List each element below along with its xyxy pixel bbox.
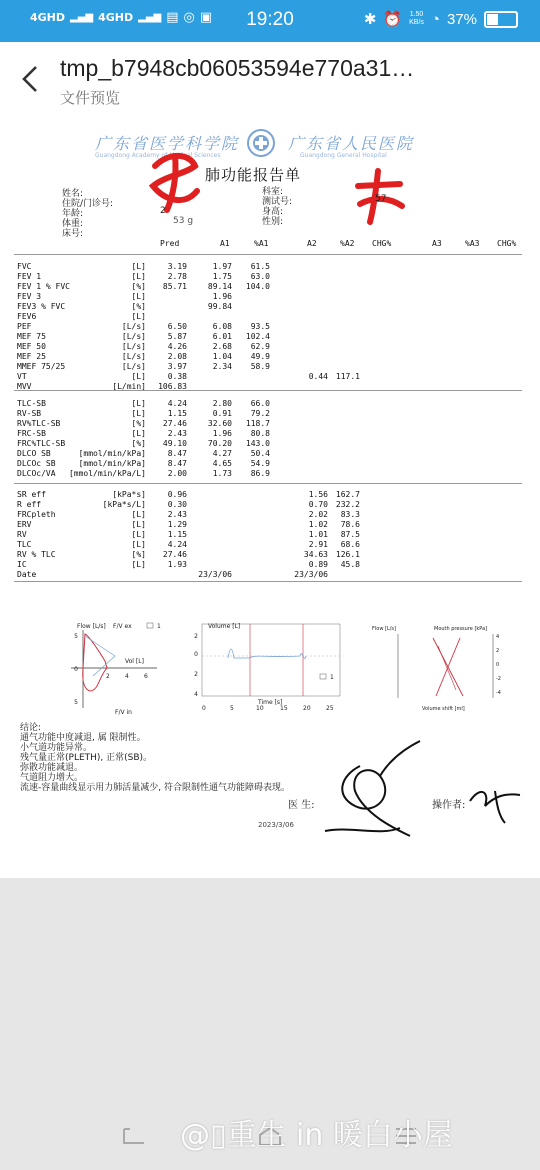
field-patient-id: 住院/门诊号: (62, 199, 114, 209)
field-weight: 体重: (62, 219, 84, 229)
cell-a1: 1.75 (212, 272, 232, 281)
field-age: 年龄: (62, 209, 84, 219)
cell-pred: 85.71 (162, 282, 187, 291)
cell-name: RV (17, 530, 27, 539)
cell-unit: [L/s] (121, 342, 146, 351)
chart1-xtick: 2 (106, 673, 110, 680)
chart2-ylabel: Volume [L] (208, 623, 241, 630)
operator-label: 操作者: (432, 800, 466, 811)
chart3-ytick: -4 (496, 690, 501, 696)
chart2-xtick: 5 (230, 705, 234, 712)
cell-unit: [%] (131, 419, 146, 428)
network-indicator-2: 4GHD (98, 11, 134, 24)
pleth-chart (368, 618, 508, 718)
chart1-xtick: 6 (144, 673, 148, 680)
conclusion-item: 弥散功能减退。 (20, 763, 84, 773)
cell-a2: 1.02 (308, 520, 328, 529)
cell-pred: 1.15 (167, 409, 187, 418)
divider (14, 581, 522, 582)
cell-pa1: 54.9 (250, 459, 270, 468)
conclusion-item: 小气道功能异常。 (20, 743, 93, 753)
cell-pa1: 143.0 (245, 439, 270, 448)
cell-pa2: 162.7 (335, 490, 360, 499)
chart2-ytick: 2 (194, 671, 198, 678)
age-value: 2 (160, 206, 166, 216)
conclusion-item: 通气功能中度减退, 属 限制性。 (20, 733, 146, 743)
table-row (0, 550, 540, 560)
cell-name: FRCpleth (17, 510, 56, 519)
chart1-inspiratory-curve (83, 668, 107, 691)
divider (14, 390, 522, 391)
table-row (0, 292, 540, 302)
chart2-frame (202, 624, 340, 696)
operator-signature (465, 781, 525, 826)
cell-name: DLCOc/VA (17, 469, 56, 478)
chart1-legend-box (147, 623, 153, 628)
cell-name: ERV (17, 520, 32, 529)
battery-percent: 37% (446, 10, 477, 28)
cell-unit: [L] (131, 429, 146, 438)
hospital-logo-left-en: Guangdong Academy of Medical Sciences (95, 152, 221, 159)
col-header-a1: A1 (220, 239, 230, 248)
cell-name: FVC (17, 262, 32, 271)
chart2-ytick: 4 (194, 691, 198, 698)
test-no-value: 57 (375, 194, 387, 204)
cell-pa1: 49.9 (250, 352, 270, 361)
table-row (0, 332, 540, 342)
col-header-pa3: %A3 (465, 239, 480, 248)
cell-unit: [mmol/min/kPa] (78, 449, 146, 458)
cell-a1: 1.96 (212, 292, 232, 301)
back-nav-icon[interactable] (120, 1125, 148, 1147)
chart2-xtick: 0 (202, 705, 206, 712)
cell-unit: [L/s] (121, 322, 146, 331)
cell-unit: [L] (131, 409, 146, 418)
cell-name: TLC-SB (17, 399, 46, 408)
cell-pa1: 79.2 (250, 409, 270, 418)
chart2-xtick: 15 (280, 705, 288, 712)
chart1-ylabel: Flow [L/s] (77, 623, 106, 630)
table-row (0, 520, 540, 530)
table-row (0, 500, 540, 510)
network-indicator-1: 4GHD (30, 11, 66, 24)
cell-pred: 27.46 (162, 550, 187, 559)
cell-a1: 32.60 (207, 419, 232, 428)
cell-a1: 99.84 (207, 302, 232, 311)
cell-name: MEF 50 (17, 342, 46, 351)
chart2-volume-trace (228, 649, 306, 658)
flow-volume-chart (45, 616, 170, 721)
cell-name: DLCOc SB (17, 459, 56, 468)
cell-unit: [kPa*s/L] (102, 500, 146, 509)
cell-pa1: 118.7 (245, 419, 270, 428)
cell-name: MVV (17, 382, 32, 391)
table-row (0, 490, 540, 500)
cell-a2: 2.02 (308, 510, 328, 519)
table-row (0, 352, 540, 362)
chart1-xtick: 4 (125, 673, 129, 680)
report-date: 2023/3/06 (258, 821, 294, 829)
cell-pred: 3.19 (167, 262, 187, 271)
col-header-pred: Pred (160, 239, 180, 248)
chart1-legend: 1 (157, 623, 161, 630)
cell-unit: [L] (131, 272, 146, 281)
cell-pa2: 45.8 (340, 560, 360, 569)
divider (14, 254, 522, 255)
cell-unit: [L] (131, 262, 146, 271)
cell-pred: 8.47 (167, 449, 187, 458)
cell-pred: 0.30 (167, 500, 187, 509)
wifi-icon: ◔ (430, 10, 440, 28)
cell-unit: [L] (131, 372, 146, 381)
cell-pred: 27.46 (162, 419, 187, 428)
cell-unit: [L/s] (121, 362, 146, 371)
cell-pa2: 117.1 (335, 372, 360, 381)
chart2-ytick: 0 (194, 651, 198, 658)
cell-pa1: 58.9 (250, 362, 270, 371)
cell-unit: [L] (131, 510, 146, 519)
doctor-label: 医 生: (288, 800, 315, 811)
cell-name: Date (17, 570, 37, 579)
cell-unit: [L/min] (112, 382, 146, 391)
chart2-legend-box (320, 674, 326, 679)
conclusion-item: 气道阻力增大。 (20, 773, 84, 783)
chart2-xtick: 10 (256, 705, 264, 712)
cell-unit: [%] (131, 282, 146, 291)
battery-icon (484, 11, 518, 28)
cell-name: MEF 25 (17, 352, 46, 361)
cell-a1: 23/3/06 (198, 570, 232, 579)
table-row (0, 282, 540, 292)
file-title: tmp_b7948cb06053594e770a31… (60, 55, 415, 81)
field-bed: 床号: (62, 229, 84, 239)
conclusion-item: 残气量正常(PLETH), 正常(SB)。 (20, 753, 153, 763)
cell-a2: 0.89 (308, 560, 328, 569)
cell-unit: [kPa*s] (112, 490, 146, 499)
signal-icon: ▂▄▆ (70, 12, 94, 23)
cell-name: FEV 1 % FVC (17, 282, 70, 291)
cell-pa1: 61.5 (250, 262, 270, 271)
cell-a1: 2.68 (212, 342, 232, 351)
table-row (0, 429, 540, 439)
chart2-legend: 1 (330, 674, 334, 681)
col-header-pa2: %A2 (340, 239, 355, 248)
cell-name: SR eff (17, 490, 46, 499)
table-row (0, 419, 540, 429)
cell-pred: 6.50 (167, 322, 187, 331)
chart1-xlabel-in: F/V in (115, 709, 132, 716)
bluetooth-icon: ✱ (363, 11, 377, 28)
cell-unit: [%] (131, 550, 146, 559)
cell-name: VT (17, 372, 27, 381)
col-header-pa1: %A1 (254, 239, 269, 248)
watermark: @▯重生 in 暖白小屋 (180, 1118, 453, 1153)
conclusion-item: 流速-容量曲线显示用力肺活量减少, 符合限制性通气功能障碍表现。 (20, 783, 290, 793)
cell-name: FRC-SB (17, 429, 46, 438)
app-bar (0, 42, 540, 116)
chart2-ytick: 2 (194, 633, 198, 640)
hospital-emblem-icon (246, 128, 276, 158)
cell-pa2: 78.6 (340, 520, 360, 529)
cell-unit: [L] (131, 540, 146, 549)
table-row (0, 570, 540, 580)
hospital-logo-right: 广东省人民医院 (288, 134, 415, 153)
weight-value: 53 g (173, 216, 194, 226)
cell-name: IC (17, 560, 27, 569)
cell-pred: 0.96 (167, 490, 187, 499)
col-header-chg: CHG% (372, 239, 392, 248)
red-handwritten-mark-left (145, 146, 205, 216)
cell-pa1: 66.0 (250, 399, 270, 408)
cell-pred: 4.24 (167, 540, 187, 549)
chart2-xtick: 25 (326, 705, 334, 712)
cell-name: RV-SB (17, 409, 42, 418)
table-row (0, 449, 540, 459)
back-arrow-icon[interactable] (16, 64, 46, 94)
cell-unit: [L] (131, 560, 146, 569)
chart3-ytick: -2 (496, 676, 501, 682)
chart1-title: F/V ex (113, 623, 132, 630)
cell-name: PEF (17, 322, 32, 331)
conclusion-title: 结论: (20, 723, 42, 733)
chart1-ytick: 5 (74, 633, 78, 640)
cell-pred: 5.87 (167, 332, 187, 341)
cell-pred: 106.83 (158, 382, 187, 391)
chart1-expiratory-curve (83, 634, 107, 668)
cell-pa2: 68.6 (340, 540, 360, 549)
cell-pa2: 232.2 (335, 500, 360, 509)
cell-pa1: 80.8 (250, 429, 270, 438)
cell-unit: [%] (131, 302, 146, 311)
cell-name: FEV 3 (17, 292, 42, 301)
cell-a1: 1.97 (212, 262, 232, 271)
cell-pred: 4.26 (167, 342, 187, 351)
cell-name: TLC (17, 540, 32, 549)
cell-a2: 34.63 (303, 550, 328, 559)
cell-pred: 8.47 (167, 459, 187, 468)
table-row (0, 372, 540, 382)
cell-a2: 1.01 (308, 530, 328, 539)
table-row (0, 362, 540, 372)
chart1-ytick: 5 (74, 699, 78, 706)
cell-a1: 2.80 (212, 399, 232, 408)
cell-pred: 1.93 (167, 560, 187, 569)
cell-name: RV % TLC (17, 550, 56, 559)
cell-pred: 1.15 (167, 530, 187, 539)
doctor-signature (320, 736, 430, 846)
chart2-xlabel: Time [s] (258, 699, 283, 706)
cell-pa2: 87.5 (340, 530, 360, 539)
cell-a2: 2.91 (308, 540, 328, 549)
volume-time-chart (190, 616, 350, 721)
table-row (0, 459, 540, 469)
status-bar (0, 0, 540, 42)
cell-a1: 0.91 (212, 409, 232, 418)
cell-a1: 1.04 (212, 352, 232, 361)
cell-name: FEV6 (17, 312, 37, 321)
cell-unit: [L] (131, 292, 146, 301)
cell-pa1: 86.9 (250, 469, 270, 478)
table-row (0, 560, 540, 570)
table-row (0, 342, 540, 352)
table-row (0, 322, 540, 332)
cell-unit: [L] (131, 399, 146, 408)
chart1-xlabel: Vol [L] (125, 658, 144, 665)
app-icon: ◎ (183, 10, 195, 25)
book-icon: ▤ (166, 10, 179, 25)
table-row (0, 312, 540, 322)
cell-name: MEF 75 (17, 332, 46, 341)
table-row (0, 409, 540, 419)
cell-a1: 1.96 (212, 429, 232, 438)
signal-icon-2: ▂▄▆ (138, 12, 162, 23)
cell-a2: 0.44 (308, 372, 328, 381)
table-row (0, 530, 540, 540)
cell-pa1: 50.4 (250, 449, 270, 458)
cell-pred: 3.97 (167, 362, 187, 371)
cell-name: MMEF 75/25 (17, 362, 66, 371)
cell-name: FEV 1 (17, 272, 42, 281)
cell-pred: 2.00 (167, 469, 187, 478)
status-time: 19:20 (246, 9, 294, 30)
cell-pred: 2.78 (167, 272, 187, 281)
table-row (0, 540, 540, 550)
cell-name: FRC%TLC-SB (17, 439, 66, 448)
network-speed (409, 11, 424, 27)
chart1-predicted-curve (85, 636, 115, 676)
chart1-ytick: 0 (74, 666, 78, 673)
field-height: 身高: (262, 207, 284, 217)
speed-unit: KB/s (409, 19, 424, 26)
cell-unit: [mmol/min/kPa] (78, 459, 146, 468)
table-row (0, 439, 540, 449)
cell-name: R eff (17, 500, 42, 509)
chart3-xlabel: Volume shift [ml] (422, 706, 465, 712)
cell-pa1: 93.5 (250, 322, 270, 331)
cell-unit: [L/s] (121, 352, 146, 361)
cell-unit: [L/s] (121, 332, 146, 341)
cell-unit: [%] (131, 439, 146, 448)
table-row (0, 272, 540, 282)
chart3-loop-line (436, 638, 460, 696)
cell-a1: 70.20 (207, 439, 232, 448)
document-preview[interactable] (0, 116, 540, 878)
notification-icon: ▣ (199, 10, 213, 25)
cell-a2: 23/3/06 (294, 570, 328, 579)
cell-unit: [L] (131, 530, 146, 539)
cell-pred: 2.08 (167, 352, 187, 361)
report-title: 肺功能报告单 (205, 166, 302, 184)
cell-a1: 4.65 (212, 459, 232, 468)
cell-unit: [L] (131, 520, 146, 529)
field-department: 科室: (262, 187, 284, 197)
field-name: 姓名: (62, 189, 84, 199)
cell-name: DLCO SB (17, 449, 51, 458)
cell-pa2: 83.3 (340, 510, 360, 519)
cell-pred: 49.10 (162, 439, 187, 448)
cell-pa1: 63.0 (250, 272, 270, 281)
cell-name: RV%TLC-SB (17, 419, 61, 428)
cell-a1: 1.73 (212, 469, 232, 478)
table-row (0, 302, 540, 312)
cell-a2: 0.70 (308, 500, 328, 509)
chart3-ytick: 4 (496, 634, 500, 640)
speed-value: 1.50 (409, 11, 424, 18)
chart2-xtick: 20 (303, 705, 311, 712)
cell-pa1: 102.4 (245, 332, 270, 341)
cell-a1: 2.34 (212, 362, 232, 371)
cell-pred: 1.29 (167, 520, 187, 529)
alarm-icon: ⏰ (383, 11, 403, 28)
field-test-no: 测试号: (262, 197, 293, 207)
cell-pa2: 126.1 (335, 550, 360, 559)
cell-pred: 2.43 (167, 510, 187, 519)
chart3-ytick: 0 (496, 662, 500, 668)
divider (14, 483, 522, 484)
cell-a1: 6.01 (212, 332, 232, 341)
chart3-ylabel2: Mouth pressure [kPa] (434, 626, 488, 632)
cell-a1: 89.14 (207, 282, 232, 291)
cell-unit: [mmol/min/kPa/L] (68, 469, 146, 478)
status-right (364, 10, 518, 28)
col-header-a3: A3 (432, 239, 442, 248)
cell-pa1: 104.0 (245, 282, 270, 291)
cell-pred: 4.24 (167, 399, 187, 408)
cell-pa1: 62.9 (250, 342, 270, 351)
chart3-ylabel: Flow [L/s] (372, 626, 396, 632)
cell-pred: 2.43 (167, 429, 187, 438)
hospital-logo-right-en: Guangdong General Hospital (300, 152, 387, 159)
chart3-ytick: 2 (496, 648, 500, 654)
table-row (0, 510, 540, 520)
chart3-loop-line (438, 646, 456, 690)
cell-name: FEV3 % FVC (17, 302, 66, 311)
file-subtitle: 文件预览 (60, 89, 121, 107)
cell-pred: 0.38 (167, 372, 187, 381)
cell-a1: 4.27 (212, 449, 232, 458)
col-header-a2: A2 (307, 239, 317, 248)
hospital-logo-left: 广东省医学科学院 (95, 134, 240, 153)
cell-a2: 1.56 (308, 490, 328, 499)
cell-unit: [L] (131, 312, 146, 321)
field-gender: 性别: (262, 217, 284, 227)
table-row (0, 262, 540, 272)
cell-a1: 6.08 (212, 322, 232, 331)
col-header-chg3: CHG% (497, 239, 517, 248)
table-row (0, 399, 540, 409)
table-row (0, 469, 540, 479)
